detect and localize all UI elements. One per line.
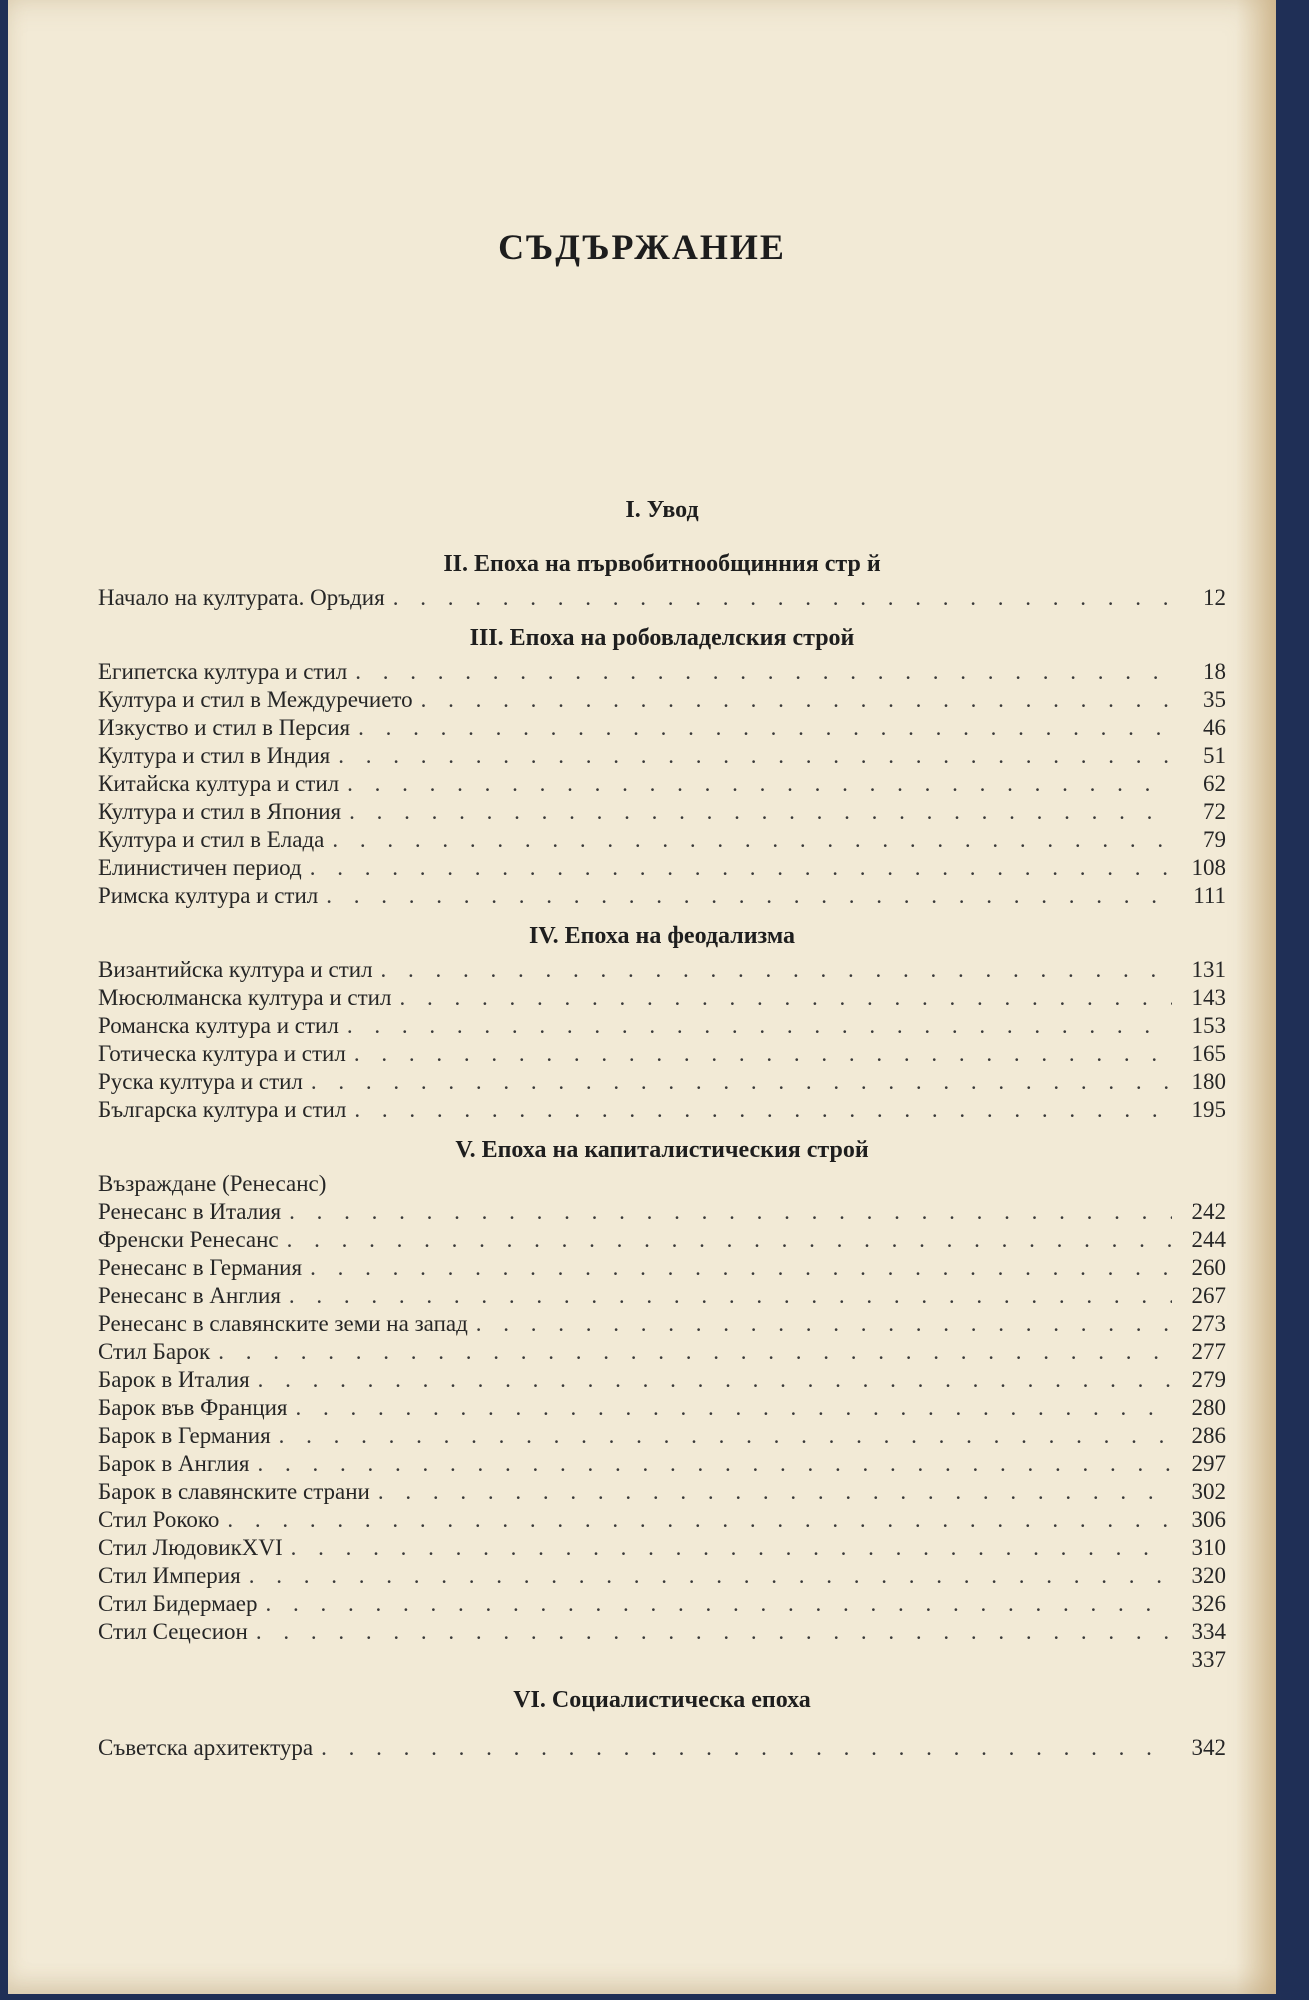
toc-entry[interactable] [98, 1012, 1226, 1040]
toc-section [98, 618, 1226, 916]
entry-label: Византийска култура и стил [98, 957, 373, 982]
entry-page-number: 277 [1191, 1339, 1226, 1364]
dot-leader [289, 1282, 1172, 1310]
entry-page-number: 108 [1191, 855, 1226, 880]
toc-entry[interactable] [98, 1394, 1226, 1422]
toc-entry[interactable] [98, 1646, 1226, 1674]
dot-leader [338, 742, 1172, 770]
toc-entry[interactable] [98, 1338, 1226, 1366]
dot-leader [310, 1254, 1172, 1282]
entry-page-number: 302 [1191, 1479, 1226, 1504]
entry-page-number: 62 [1203, 771, 1226, 796]
entry-page-number: 342 [1191, 1735, 1226, 1760]
toc-entry[interactable] [98, 1562, 1226, 1590]
dot-leader [249, 1562, 1172, 1590]
toc-entry[interactable] [98, 1618, 1226, 1646]
entry-label: Стил Барок [98, 1339, 211, 1364]
dot-leader [311, 1068, 1172, 1096]
entry-label: Култура и стил в Елада [98, 827, 325, 852]
entry-page-number: 337 [1191, 1647, 1226, 1672]
entry-page-number: 267 [1191, 1283, 1226, 1308]
page-title: СЪДЪРЖАНИЕ [498, 227, 786, 267]
entry-label: Барок в Германия [98, 1423, 271, 1448]
dot-leader [326, 882, 1172, 910]
toc-entry[interactable] [98, 826, 1226, 854]
toc-entry[interactable] [98, 1170, 1226, 1198]
toc-section [98, 544, 1226, 618]
entry-page-number: 143 [1191, 985, 1226, 1010]
section-heading: III. Епоха на робовладелския строй [469, 625, 855, 651]
toc-entry[interactable] [98, 1506, 1226, 1534]
entry-label: Българска култура и стил [98, 1097, 347, 1122]
section-heading: IV. Епоха на феодализма [528, 923, 796, 949]
entry-page-number: 195 [1191, 1097, 1226, 1122]
entry-label: Култура и стил в Междуречието [98, 687, 413, 712]
toc-entry[interactable] [98, 882, 1226, 910]
dot-leader [332, 826, 1172, 854]
entry-label: Стил Сецесион [98, 1619, 248, 1644]
dot-leader [354, 1040, 1172, 1068]
toc-entry[interactable] [98, 770, 1226, 798]
section-heading: V. Епоха на капиталистическия строй [455, 1137, 869, 1163]
entry-page-number: 273 [1191, 1311, 1226, 1336]
dot-leader [476, 1310, 1172, 1338]
dot-leader [310, 854, 1172, 882]
dot-leader [296, 1394, 1172, 1422]
entry-page-number: 334 [1191, 1619, 1226, 1644]
entry-page-number: 242 [1191, 1199, 1226, 1224]
toc-entry[interactable] [98, 1590, 1226, 1618]
entry-label: Римска култура и стил [98, 883, 319, 908]
entry-label: Руска култура и стил [98, 1069, 303, 1094]
entry-label: Стил Империя [98, 1563, 241, 1588]
toc-entry[interactable] [98, 714, 1226, 742]
toc-entry[interactable] [98, 1282, 1226, 1310]
dot-leader [381, 956, 1172, 984]
entry-label: Романска култура и стил [98, 1013, 339, 1038]
entry-page-number: 297 [1191, 1451, 1226, 1476]
entry-page-number: 35 [1203, 687, 1226, 712]
entry-label: Съветска архитектура [98, 1735, 314, 1760]
section-heading: I. Увод [625, 497, 699, 523]
dot-leader [393, 584, 1172, 612]
dot-leader [279, 1422, 1172, 1450]
toc-entry[interactable] [98, 1478, 1226, 1506]
dot-leader [347, 1012, 1172, 1040]
entry-page-number: 260 [1191, 1255, 1226, 1280]
entry-label: Елинистичен период [98, 855, 302, 880]
page-edge-shadow [1236, 0, 1276, 1994]
toc-section [98, 1680, 1226, 1782]
entry-page-number: 72 [1203, 799, 1226, 824]
entry-label: Възраждане (Ренесанс) [98, 1171, 327, 1196]
dot-leader [347, 770, 1172, 798]
entry-label: Ренесанс в славянските земи на запад [98, 1311, 468, 1336]
entry-label: Стил ЛюдовикXVI [98, 1535, 283, 1560]
dot-leader [258, 1366, 1172, 1394]
toc-entry[interactable] [98, 798, 1226, 826]
entry-label: Изкуство и стил в Персия [98, 715, 351, 740]
toc-entry[interactable] [98, 984, 1226, 1012]
entry-label: Начало на културата. Оръдия [98, 585, 385, 610]
entry-page-number: 180 [1191, 1069, 1226, 1094]
toc-entry[interactable] [98, 1720, 1226, 1776]
toc-entry[interactable] [98, 1366, 1226, 1394]
entry-page-number: 18 [1203, 659, 1226, 684]
toc-entry[interactable] [98, 584, 1226, 612]
entry-page-number: 46 [1203, 715, 1226, 740]
toc-entry[interactable] [98, 742, 1226, 770]
entry-label: Египетска култура и стил [98, 659, 348, 684]
entry-page-number: 280 [1191, 1395, 1226, 1420]
entry-label: Ренесанс в Германия [98, 1255, 303, 1280]
dot-leader [349, 798, 1172, 826]
entry-label: Готическа култура и стил [98, 1041, 346, 1066]
toc-entry[interactable] [98, 1422, 1226, 1450]
dot-leader [256, 1618, 1172, 1646]
toc-entry[interactable] [98, 1226, 1226, 1254]
dot-leader [399, 984, 1172, 1012]
entry-label: Френски Ренесанс [98, 1227, 279, 1252]
toc-entry[interactable] [98, 686, 1226, 714]
toc-entry[interactable] [98, 956, 1226, 984]
entry-page-number: 320 [1191, 1563, 1226, 1588]
entry-label: Барок във Франция [98, 1395, 288, 1420]
entry-label: Ренесанс в Италия [98, 1199, 282, 1224]
entry-page-number: 51 [1203, 743, 1226, 768]
entry-page-number: 111 [1193, 883, 1226, 908]
entry-label: Култура и стил в Индия [98, 743, 331, 768]
toc-section [98, 1130, 1226, 1680]
table-of-contents [98, 482, 1226, 1782]
toc-entry[interactable] [98, 1068, 1226, 1096]
entry-page-number: 153 [1191, 1013, 1226, 1038]
entry-page-number: 244 [1191, 1227, 1226, 1252]
entry-label: Барок в славянските страни [98, 1479, 370, 1504]
toc-section [98, 916, 1226, 1130]
entry-label: Мюсюлманска култура и стил [98, 985, 392, 1010]
toc-entry[interactable] [98, 1254, 1226, 1282]
dot-leader [227, 1506, 1172, 1534]
dot-leader [258, 1450, 1173, 1478]
dot-leader [266, 1590, 1172, 1618]
dot-leader [378, 1478, 1172, 1506]
toc-entry[interactable] [98, 1096, 1226, 1124]
entry-page-number: 165 [1191, 1041, 1226, 1066]
dot-leader [355, 658, 1172, 686]
entry-page-number: 306 [1191, 1507, 1226, 1532]
entry-label: Стил Рококо [98, 1507, 220, 1532]
entry-label: Барок в Англия [98, 1451, 250, 1476]
entry-page-number: 326 [1191, 1591, 1226, 1616]
dot-leader [421, 686, 1172, 714]
entry-label: Барок в Италия [98, 1367, 250, 1392]
entry-page-number: 131 [1191, 957, 1226, 982]
toc-entry[interactable] [98, 1534, 1226, 1562]
dot-leader [287, 1226, 1172, 1254]
entry-page-number: 79 [1203, 827, 1226, 852]
toc-entry[interactable] [98, 1040, 1226, 1068]
dot-leader [354, 1096, 1172, 1124]
toc-entry[interactable] [98, 1310, 1226, 1338]
toc-entry[interactable] [98, 854, 1226, 882]
section-heading: II. Епоха на първобитнообщинния стр й [443, 551, 881, 577]
entry-label: Култура и стил в Япония [98, 799, 342, 824]
toc-section [98, 482, 1226, 544]
section-heading: VI. Социалистическа епоха [513, 1687, 811, 1713]
book-page [8, 0, 1276, 1994]
entry-label: Стил Бидермаер [98, 1591, 258, 1616]
dot-leader [289, 1198, 1172, 1226]
toc-entry[interactable] [98, 1198, 1226, 1226]
dot-leader [291, 1534, 1172, 1562]
entry-label: Ренесанс в Англия [98, 1283, 281, 1308]
dot-leader [358, 714, 1172, 742]
dot-leader [321, 1720, 1172, 1776]
entry-page-number: 279 [1191, 1367, 1226, 1392]
toc-entry[interactable] [98, 1450, 1226, 1478]
entry-page-number: 310 [1191, 1535, 1226, 1560]
entry-label: Китайска култура и стил [98, 771, 340, 796]
toc-entry[interactable] [98, 658, 1226, 686]
entry-page-number: 286 [1191, 1423, 1226, 1448]
entry-page-number: 12 [1203, 585, 1226, 610]
dot-leader [218, 1338, 1172, 1366]
